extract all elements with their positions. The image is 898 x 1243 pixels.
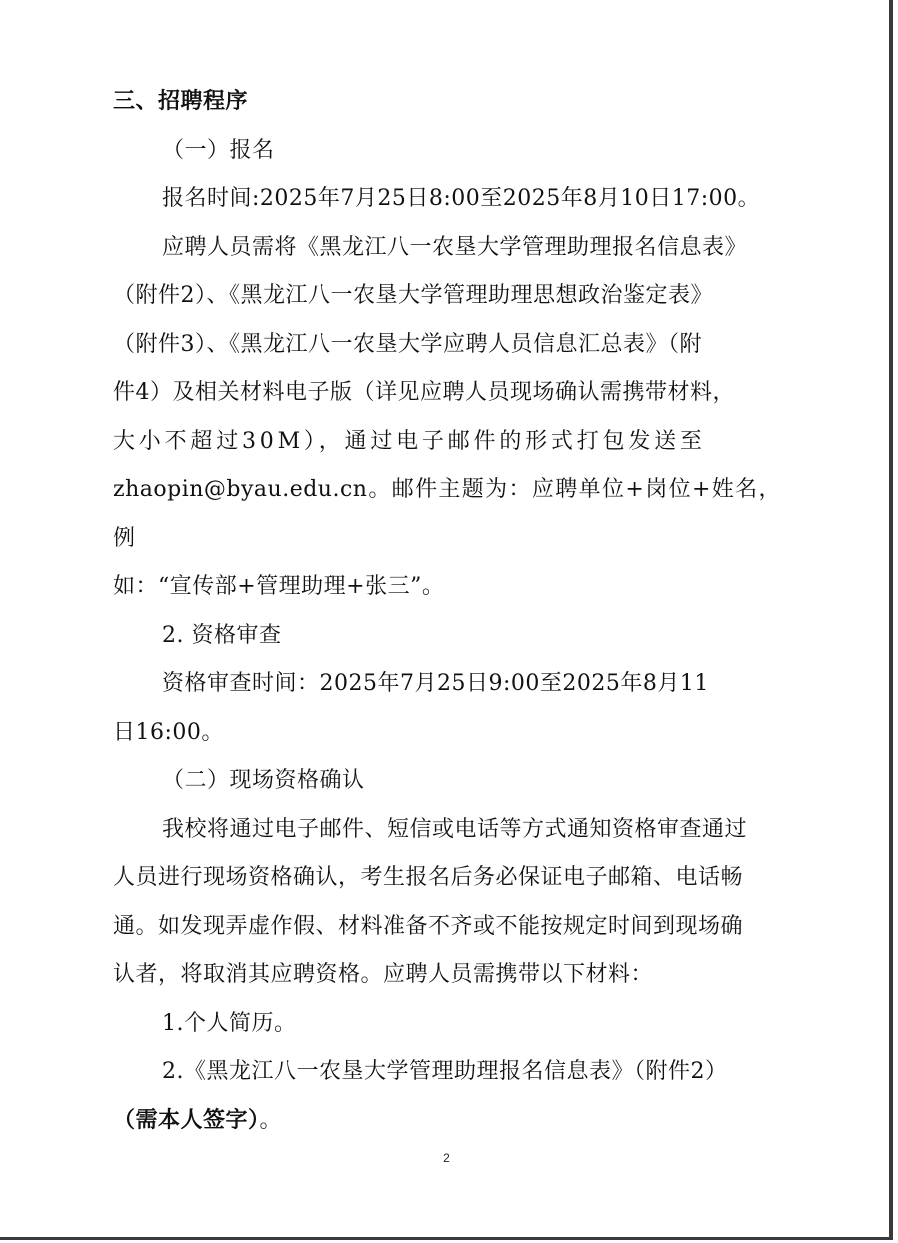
notification-paragraph-line: 我校将通过电子邮件、短信或电话等方式通知资格审查通过 [162,816,748,842]
sentence-end: 。 [259,1107,283,1133]
document-body [113,78,781,1145]
subsection-title-onsite: （二）现场资格确认 [162,768,365,793]
signature-required-note: （需本人签字） [113,1107,260,1133]
submission-paragraph-line: 如：“宣传部+管理助理+张三”。 [113,574,445,599]
review-time-line: 日16:00。 [113,719,224,745]
submission-paragraph-line: 应聘人员需将《黑龙江八一农垦大学管理助理报名信息表》 [162,234,748,260]
subsection-title-registration: （一）报名 [162,137,275,163]
notification-paragraph-line: 通。如发现弄虚作假、材料准备不齐或不能按规定时间到现场确 [113,913,744,939]
material-item-resume: 1.个人简历。 [162,1010,297,1036]
submission-paragraph-line: zhaopin@byau.edu.cn。邮件主题为：应聘单位+岗位+姓名，例 [113,477,781,551]
review-title: 2. 资格审查 [162,622,282,648]
review-time-line: 资格审查时间：2025年7月25日9:00至2025年8月11 [162,671,709,696]
submission-paragraph-line: （附件2）、《黑龙江八一农垦大学管理助理思想政治鉴定表》 [113,283,713,308]
registration-time: 报名时间:2025年7月25日8:00至2025年8月10日17:00。 [162,186,761,211]
notification-paragraph-line: 认者，将取消其应聘资格。应聘人员需携带以下材料： [113,962,654,987]
material-item-form: 2.《黑龙江八一农垦大学管理助理报名信息表》（附件2） [162,1059,728,1084]
submission-paragraph-line: 件4）及相关材料电子版（详见应聘人员现场确认需携带材料， [113,380,735,405]
section-heading: 三、招聘程序 [113,89,249,114]
page-number: 2 [443,1151,450,1165]
submission-paragraph-line: （附件3）、《黑龙江八一农垦大学应聘人员信息汇总表》（附 [113,331,702,357]
submission-paragraph-line: 大小不超过30M），通过电子邮件的形式打包发送至 [113,428,706,454]
material-item-form-continued [113,1097,781,1146]
notification-paragraph-line: 人员进行现场资格确认，考生报名后务必保证电子邮箱、电话畅 [113,865,744,890]
